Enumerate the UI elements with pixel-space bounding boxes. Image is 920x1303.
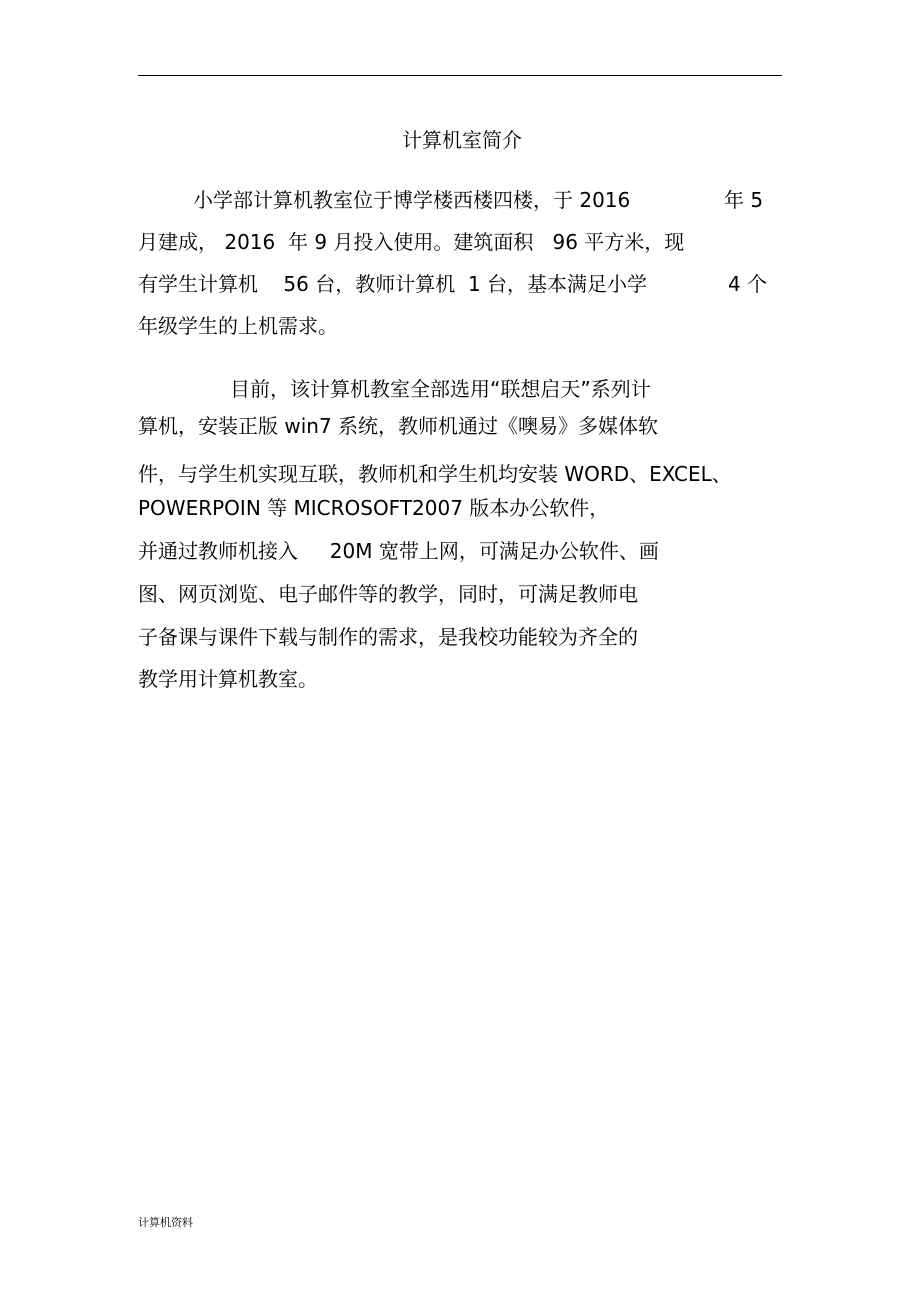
paragraph-2-line-2: 算机，安装正版 win7 系统，教师机通过《噢易》多媒体软 [138, 414, 659, 438]
paragraph-2-line-1: 目前，该计算机教室全部选用“联想启天”系列计 [230, 377, 651, 401]
paragraph-2-line-7: 子备课与课件下载与制作的需求，是我校功能较为齐全的 [138, 625, 638, 649]
paragraph-2-line-5: 并通过教师机接入 20M 宽带上网，可满足办公软件、画 [138, 539, 659, 563]
paragraph-1-line-1: 小学部计算机教室位于博学楼西楼四楼，于 2016 [193, 188, 631, 212]
paragraph-1-line-2: 月建成， 2016 年 9 月投入使用。建筑面积 96 平方米，现 [138, 230, 685, 254]
paragraph-1-line-1-tail: 年 5 [724, 188, 764, 212]
paragraph-2-line-6: 图、网页浏览、电子邮件等的教学，同时，可满足教师电 [138, 582, 638, 606]
paragraph-1-line-3-tail: 4 个 [728, 272, 768, 296]
header-rule [138, 75, 782, 76]
document-title: 计算机室简介 [402, 128, 522, 152]
paragraph-2-line-4: POWERPOIN 等 MICROSOFT2007 版本办公软件， [138, 496, 610, 520]
paragraph-1-line-3: 有学生计算机 56 台，教师计算机 1 台，基本满足小学 [138, 272, 648, 296]
paragraph-1-line-4: 年级学生的上机需求。 [138, 314, 338, 338]
paragraph-2-line-3: 件，与学生机实现互联，教师机和学生机均安装 WORD、EXCEL、 [138, 462, 732, 486]
paragraph-2-line-8: 教学用计算机教室。 [138, 667, 318, 691]
page-footer: 计算机资料 [138, 1216, 193, 1229]
